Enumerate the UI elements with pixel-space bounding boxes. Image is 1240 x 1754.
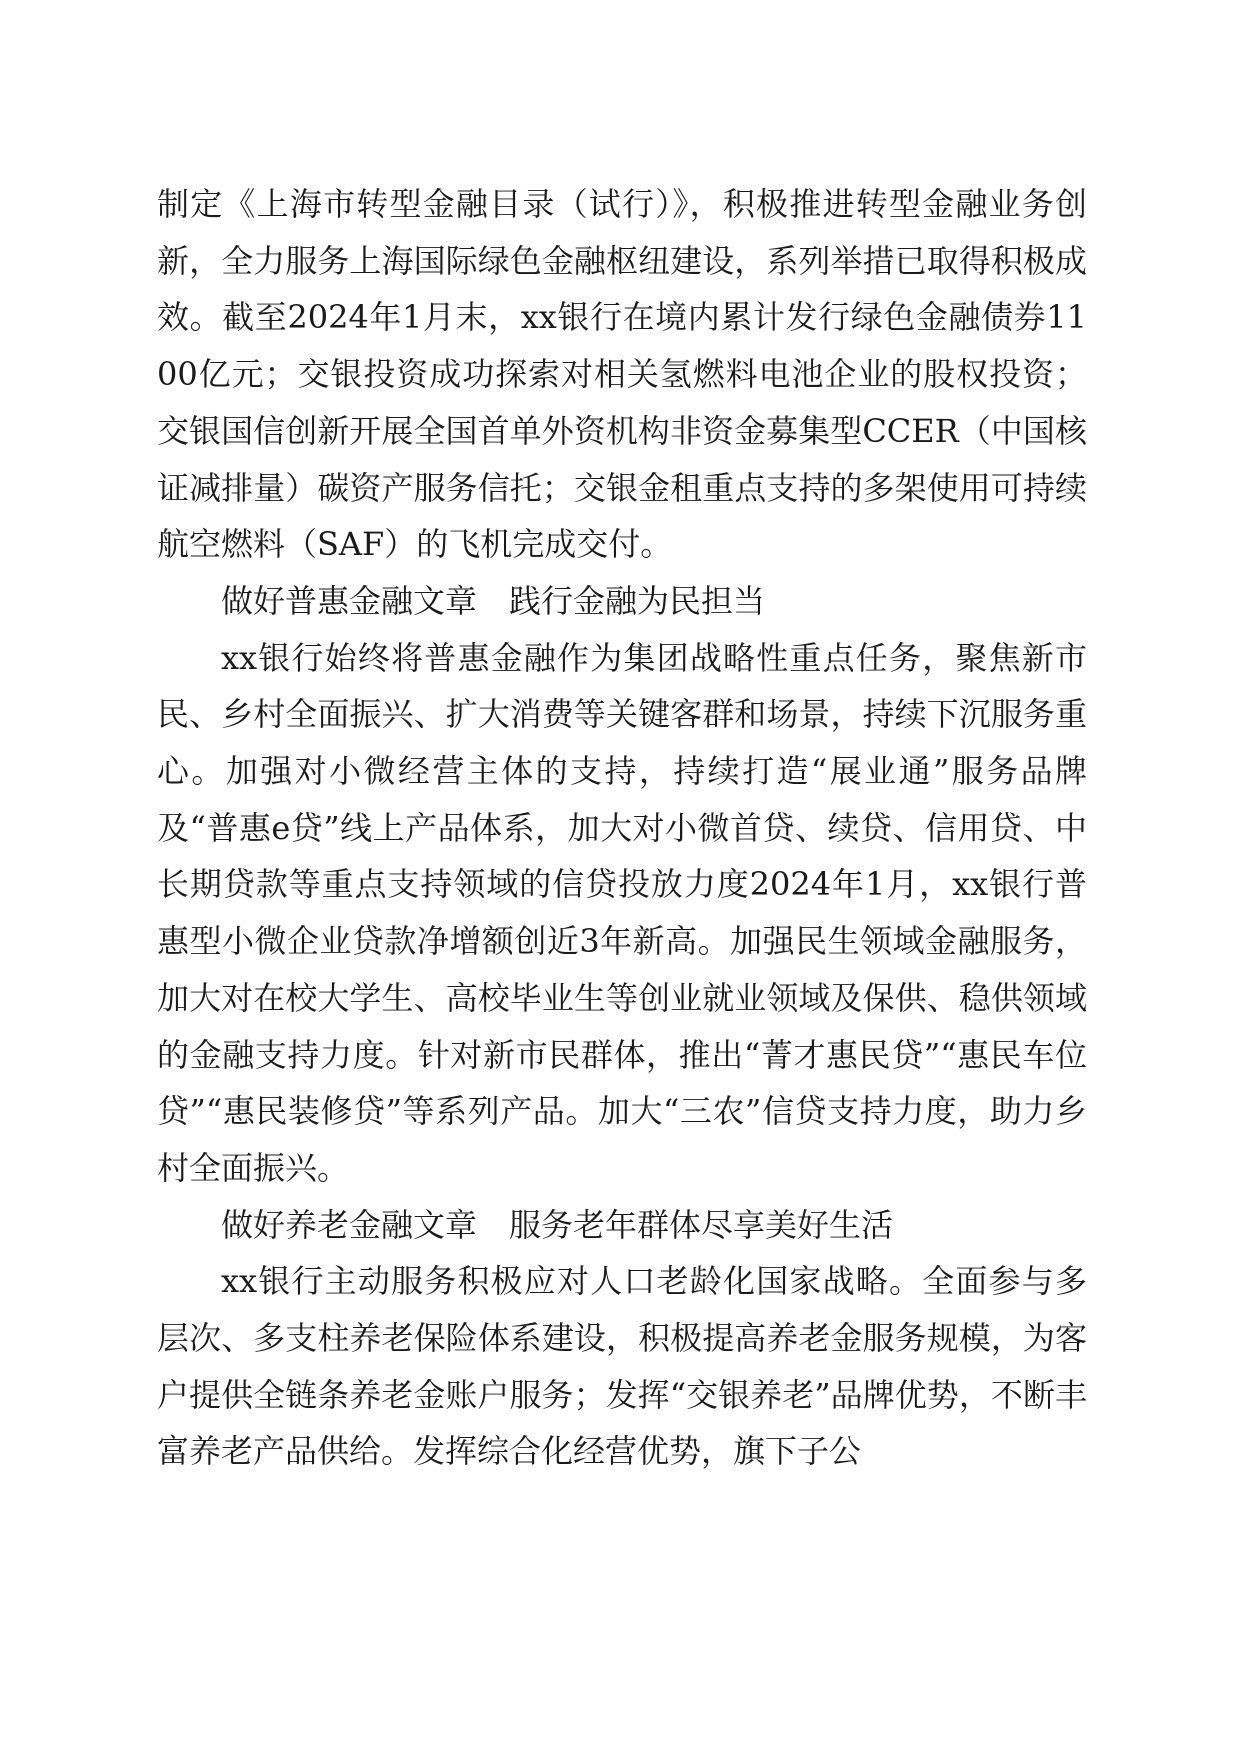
section-heading-inclusive-finance: 做好普惠金融文章 践行金融为民担当: [221, 581, 766, 620]
paragraph-inclusive-finance: xx银行始终将普惠金融作为集团战略性重点任务，聚焦新市民、乡村全面振兴、扩大消费等关键客群和场景，持续下沉服务重心。加强对小微经营主体的支持，持续打造“展业通”服务品牌及“普惠e贷”线上产品体系，加大对小微首贷、续贷、信用贷、中长期贷款等重点支持领域的信贷投放力度2024年1月，xx银行普惠型小微企业贷款净增额创近3年新高。加强民生领域金融服务，加大对在校大学生、高校毕业生等创业就业领域及保供、稳供领域的金融支持力度。针对新市民群体，推出“菁才惠民贷”“惠民车位贷”“惠民装修贷”等系列产品。加大“三农”信贷支持力度，助力乡村全面振兴。: [157, 638, 1087, 1187]
paragraph-pension-finance: xx银行主动服务积极应对人口老龄化国家战略。全面参与多层次、多支柱养老保险体系建设，积极提高养老金服务规模，为客户提供全链条养老金账户服务；发挥“交银养老”品牌优势，不断丰富养老产品供给。发挥综合化经营优势，旗下子公: [157, 1262, 1087, 1471]
document-body: [157, 176, 1087, 1480]
paragraph-transition-finance: 制定《上海市转型金融目录（试行）》，积极推进转型金融业务创新，全力服务上海国际绿色金融枢纽建设，系列举措已取得积极成效。截至2024年1月末，xx银行在境内累计发行绿色金融债券1100亿元；交银投资成功探索对相关氢燃料电池企业的股权投资；交银国信创新开展全国首单外资机构非资金募集型CCER（中国核证减排量）碳资产服务信托；交银金租重点支持的多架使用可持续航空燃料（SAF）的飞机完成交付。: [157, 185, 1087, 564]
section-heading-pension-finance: 做好养老金融文章 服务老年群体尽享美好生活: [221, 1205, 894, 1244]
